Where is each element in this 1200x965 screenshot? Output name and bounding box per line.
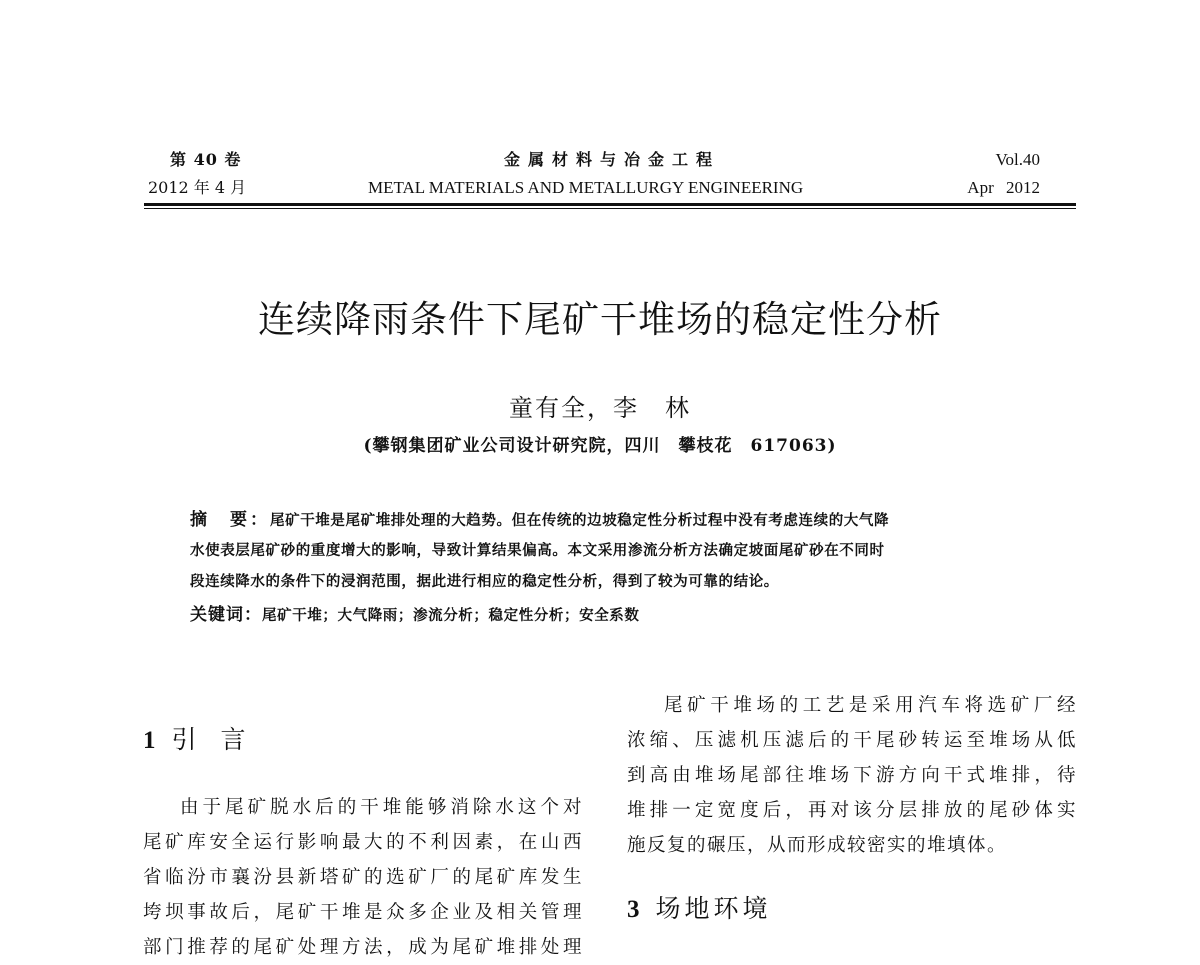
paragraph-line: 施反复的碾压，从而形成较密实的堆填体。 (627, 835, 1008, 856)
paragraph-line: 部门推荐的尾矿处理方法，成为尾矿堆排处理 (143, 937, 583, 958)
header-volume-cn: 第 40 卷 (170, 150, 242, 169)
abstract-line-1 (190, 510, 889, 531)
section-3-title: 场地环境 (655, 894, 772, 923)
section-1-paragraph (143, 790, 583, 965)
paragraph-line: 省临汾市襄汾县新塔矿的选矿厂的尾矿库发生 (143, 867, 583, 888)
right-column-paragraph (627, 688, 1077, 863)
section-1-heading (143, 724, 253, 757)
paragraph-line: 垮坝事故后，尾矿干堆是众多企业及相关管理 (143, 902, 583, 923)
abstract-label: 摘 要： (190, 510, 270, 530)
header-date-en: Apr 2012 (967, 178, 1040, 197)
section-3-number: 3 (627, 896, 640, 923)
paragraph-line: 尾矿库安全运行影响最大的不利因素，在山西 (143, 832, 583, 853)
header-rule-thin (144, 208, 1076, 209)
header-date-cn: 2012 年 4 月 (148, 178, 247, 197)
keywords-text: 尾矿干堆；大气降雨；渗流分析；稳定性分析；安全系数 (262, 607, 640, 624)
section-1-title: 引 言 (171, 725, 254, 754)
paragraph-line: 堆排一定宽度后，再对该分层排放的尾砂体实 (627, 800, 1077, 821)
paragraph-line: 尾矿干堆场的工艺是采用汽车将选矿厂经 (664, 695, 1077, 716)
paragraph-line: 由于尾矿脱水后的干堆能够消除水这个对 (180, 797, 583, 818)
abstract-line-2: 水使表层尾矿砂的重度增大的影响，导致计算结果偏高。本文采用渗流分析方法确定坡面尾矿砂在不同时 (190, 542, 885, 559)
header-journal-cn: 金属材料与冶金工程 (503, 150, 720, 169)
paper-authors: 童有全，李 林 (509, 394, 691, 422)
paragraph-line: 到高由堆场尾部往堆场下游方向干式堆排，待 (627, 765, 1077, 786)
paper-title: 连续降雨条件下尾矿干堆场的稳定性分析 (258, 298, 942, 341)
paper-affiliation: (攀钢集团矿业公司设计研究院，四川 攀枝花 617063) (363, 436, 837, 456)
section-3-heading (627, 893, 772, 926)
header-rule-thick (144, 203, 1076, 206)
keywords-label: 关键词： (190, 605, 262, 625)
abstract-line-3: 段连续降水的条件下的浸润范围，据此进行相应的稳定性分析，得到了较为可靠的结论。 (190, 573, 779, 590)
paragraph-line: 浓缩、压滤机压滤后的干尾砂转运至堆场从低 (627, 730, 1077, 751)
abstract-text-1: 尾矿干堆是尾矿堆排处理的大趋势。但在传统的边坡稳定性分析过程中没有考虑连续的大气降 (270, 512, 890, 529)
keywords-line (190, 605, 640, 626)
header-journal-en: METAL MATERIALS AND METALLURGY ENGINEERING (368, 178, 804, 197)
header-volume-en: Vol.40 (995, 150, 1040, 169)
section-1-number: 1 (143, 727, 156, 754)
